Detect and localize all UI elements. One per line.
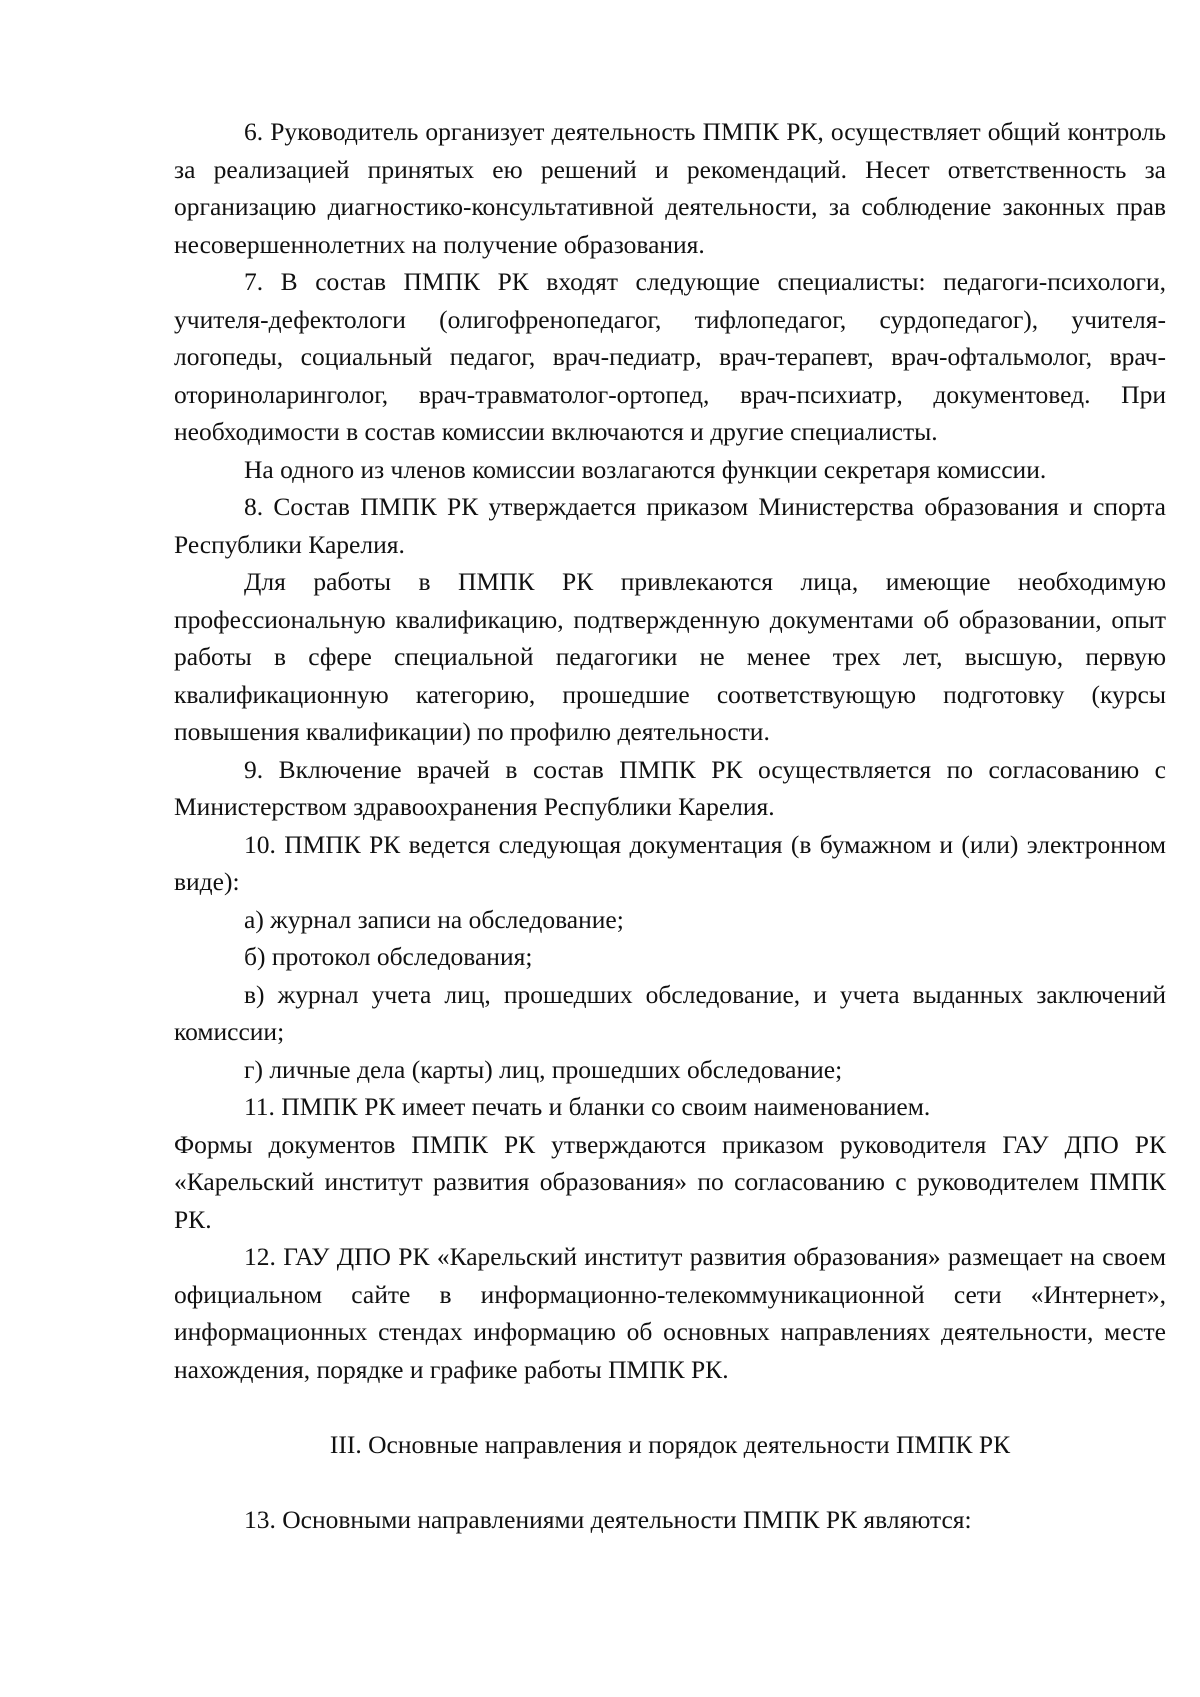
paragraph-8-qualification: Для работы в ПМПК РК привлекаются лица, имеющие необходимую профессиональную квалификацию, подтвержденную документами об образовании, опыт работы в сфере специальной педагогики не менее трех лет, высшую, первую квалификационную категорию, прошедшие соответствующую подготовку (курсы повышения квалификации) по профилю деятельности.: [174, 567, 1166, 746]
paragraph-11-forms: Формы документов ПМПК РК утверждаются приказом руководителя ГАУ ДПО РК «Карельский институт развития образования» по согласованию с руководителем ПМПК РК.: [174, 1129, 1166, 1234]
list-item-b: б) протокол обследования;: [244, 942, 533, 971]
paragraph-8: 8. Состав ПМПК РК утверждается приказом Министерства образования и спорта Республики Карелия.: [174, 492, 1166, 559]
paragraph-10: 10. ПМПК РК ведется следующая документация (в бумажном и (или) электронном виде):: [174, 829, 1166, 896]
paragraph-9: 9. Включение врачей в состав ПМПК РК осуществляется по согласованию с Министерством здравоохранения Республики Карелия.: [174, 754, 1166, 821]
list-item-g: г) личные дела (карты) лиц, прошедших обследование;: [244, 1054, 843, 1084]
paragraph-7: 7. В состав ПМПК РК входят следующие специалисты: педагоги-психологи, учителя-дефектологи (олигофренопедагог, тифлопедагог, сурдопедагог), учителя-логопеды, социальный педагог, врач-педиатр, врач-терапевт, врач-офтальмолог, врач-оториноларинголог, врач-травматолог-ортопед, врач-психиатр, документовед. При необходимости в состав комиссии включаются и другие специалисты.: [174, 267, 1166, 446]
paragraph-11: 11. ПМПК РК имеет печать и бланки со своим наименованием.: [244, 1092, 931, 1121]
paragraph-6: 6. Руководитель организует деятельность ПМПК РК, осуществляет общий контроль за реализацией принятых ею решений и рекомендаций. Несет ответственность за организацию диагностико-консультативной деятельности, за соблюдение законных прав несовершеннолетних на получение образования.: [174, 117, 1166, 259]
list-item-a: а) журнал записи на обследование;: [244, 904, 624, 934]
paragraph-13: 13. Основными направлениями деятельности ПМПК РК являются:: [244, 1504, 972, 1534]
document-page: [174, 113, 1166, 1538]
paragraph-7-secretary: На одного из членов комиссии возлагаются функции секретаря комиссии.: [244, 454, 1047, 484]
section-heading: III. Основные направления и порядок деятельности ПМПК РК: [329, 1429, 1011, 1459]
paragraph-12: 12. ГАУ ДПО РК «Карельский институт развития образования» размещает на своем официальном сайте в информационно-телекоммуникационной сети «Интернет», информационных стендах информацию об основных направлениях деятельности, месте нахождения, порядке и графике работы ПМПК РК.: [174, 1242, 1166, 1384]
list-item-v: в) журнал учета лиц, прошедших обследование, и учета выданных заключений комиссии;: [174, 979, 1166, 1046]
